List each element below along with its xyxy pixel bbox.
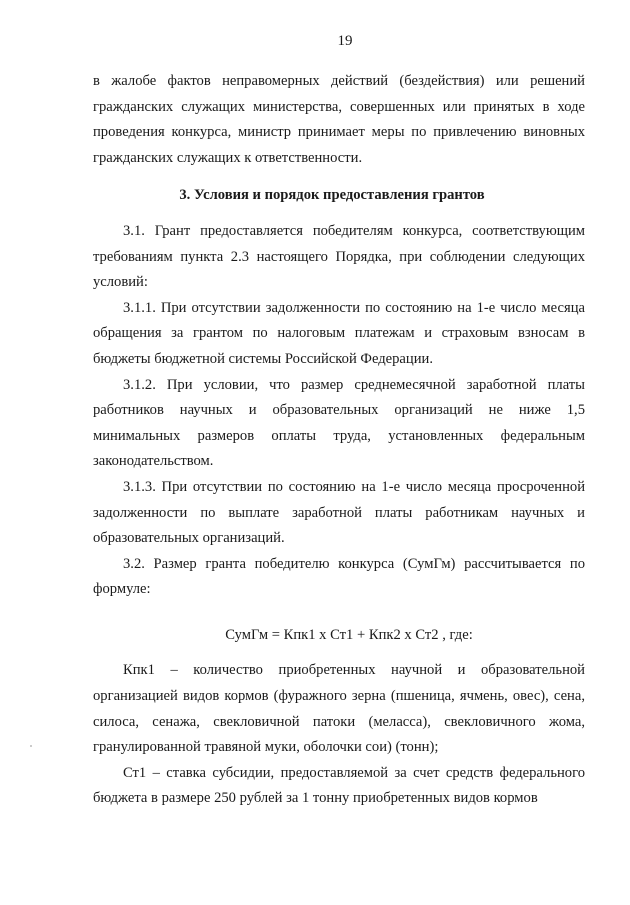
page-number: 19 — [337, 33, 353, 49]
paragraph-3-1-3: 3.1.3. При отсутствии по состоянию на 1-е число месяца просроченной задолженности по выплате заработной платы работникам научных и образовательных организаций. — [93, 478, 585, 547]
section-heading: 3. Условия и порядок предоставления грантов — [179, 187, 485, 204]
grant-formula: СумГм = Кпк1 x Ст1 + Кпк2 x Ст2 , где: — [225, 626, 473, 643]
definition-st1: Ст1 – ставка субсидии, предоставляемой за счет средств федерального бюджета в размере 250 рублей за 1 тонну приобретенных видов кормов — [93, 764, 585, 807]
paragraph-3-1: 3.1. Грант предоставляется победителям конкурса, соответствующим требованиям пункта 2.3 настоящего Порядка, при соблюдении следующих условий: — [93, 222, 585, 291]
paragraph-3-2: 3.2. Размер гранта победителю конкурса (СумГм) рассчитывается по формуле: — [93, 555, 585, 598]
scan-speck — [30, 745, 32, 747]
paragraph-3-1-2: 3.1.2. При условии, что размер среднемесячной заработной платы работников научных и образовательных организаций не ниже 1,5 минимальных размеров оплаты труда, установленных федеральным законодательством. — [93, 376, 585, 470]
definition-kpk1: Кпк1 – количество приобретенных научной и образовательной организацией видов кормов (фуражного зерна (пшеница, ячмень, овес), сена, силоса, сенажа, свекловичной патоки (меласса), свекловичного жома, гранулированной травяной муки, оболочки сои) (тонн); — [93, 662, 585, 756]
paragraph-3-1-1: 3.1.1. При отсутствии задолженности по состоянию на 1-е число месяца обращения за грантом по налоговым платежам и страховым взносам в бюджеты бюджетной системы Российской Федерации. — [93, 299, 585, 367]
paragraph-complaint-continuation: в жалобе фактов неправомерных действий (бездействия) или решений гражданских служащих министерства, совершенных или принятых в ходе проведения конкурса, министр принимает меры по привлечению виновных гражданских служащих к ответственности. — [93, 73, 585, 166]
document-body — [93, 69, 585, 812]
